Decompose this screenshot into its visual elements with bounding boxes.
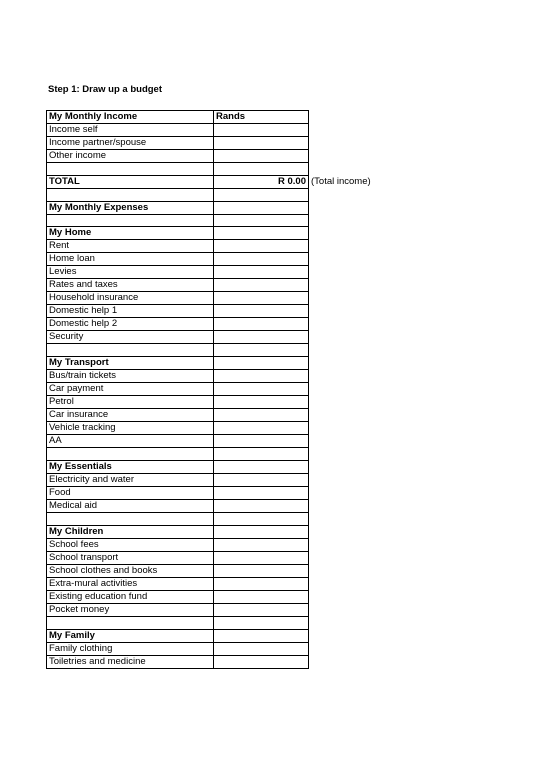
row-label-cell[interactable]: Domestic help 1: [47, 305, 214, 318]
row-label-cell[interactable]: My Home: [47, 227, 214, 240]
table-row: [47, 227, 309, 240]
row-label-cell[interactable]: Household insurance: [47, 292, 214, 305]
table-row: [47, 590, 309, 603]
amount-value: Rands: [216, 111, 246, 122]
table-row: [47, 240, 309, 253]
row-amount-cell[interactable]: [214, 357, 309, 370]
table-row: [47, 435, 309, 448]
row-label-cell[interactable]: My Children: [47, 525, 214, 538]
table-row: [47, 564, 309, 577]
row-label-cell[interactable]: [47, 512, 214, 525]
row-label-cell[interactable]: Toiletries and medicine: [47, 655, 214, 668]
row-amount-cell[interactable]: [214, 331, 309, 344]
table-row: [47, 305, 309, 318]
table-row: [47, 253, 309, 266]
row-amount-cell[interactable]: [214, 240, 309, 253]
row-amount-cell[interactable]: [214, 629, 309, 642]
row-amount-cell[interactable]: [214, 344, 309, 357]
row-label-cell[interactable]: My Monthly Income: [47, 111, 214, 124]
row-label-cell[interactable]: TOTAL: [47, 175, 214, 188]
row-label-cell[interactable]: Pocket money: [47, 603, 214, 616]
table-row: [47, 525, 309, 538]
row-label-cell[interactable]: My Essentials: [47, 460, 214, 473]
row-label-cell[interactable]: My Monthly Expenses: [47, 201, 214, 214]
row-label-cell[interactable]: Electricity and water: [47, 473, 214, 486]
row-amount-cell[interactable]: [214, 642, 309, 655]
table-row: [47, 577, 309, 590]
row-label-cell[interactable]: [47, 188, 214, 201]
row-amount-cell[interactable]: [214, 396, 309, 409]
row-label-cell[interactable]: Income partner/spouse: [47, 137, 214, 150]
table-row: [47, 279, 309, 292]
row-amount-cell[interactable]: [214, 564, 309, 577]
row-label-cell[interactable]: My Family: [47, 629, 214, 642]
table-row: [47, 473, 309, 486]
row-amount-cell[interactable]: [214, 318, 309, 331]
table-row: [47, 422, 309, 435]
table-row: [47, 150, 309, 163]
table-row: [47, 603, 309, 616]
row-label-cell[interactable]: [47, 214, 214, 227]
row-label-cell[interactable]: Other income: [47, 150, 214, 163]
table-row: [47, 499, 309, 512]
table-row: [47, 124, 309, 137]
table-row-blank: [47, 188, 309, 201]
row-label-cell[interactable]: Food: [47, 486, 214, 499]
row-amount-cell[interactable]: [214, 137, 309, 150]
row-label-cell[interactable]: [47, 616, 214, 629]
row-amount-cell[interactable]: [214, 538, 309, 551]
row-amount-cell[interactable]: [214, 292, 309, 305]
row-label-cell[interactable]: Family clothing: [47, 642, 214, 655]
row-amount-cell[interactable]: [214, 370, 309, 383]
row-amount-cell[interactable]: [214, 590, 309, 603]
row-label-cell[interactable]: [47, 163, 214, 176]
row-label-cell[interactable]: Rent: [47, 240, 214, 253]
row-amount-cell[interactable]: [214, 266, 309, 279]
table-row-blank: [47, 616, 309, 629]
row-label-cell[interactable]: Bus/train tickets: [47, 370, 214, 383]
row-label-cell[interactable]: Security: [47, 331, 214, 344]
row-label-cell[interactable]: [47, 344, 214, 357]
table-row-blank: [47, 448, 309, 461]
table-row: [47, 331, 309, 344]
row-amount-cell[interactable]: [214, 305, 309, 318]
row-label-cell[interactable]: Rates and taxes: [47, 279, 214, 292]
table-row-blank: [47, 163, 309, 176]
table-row: [47, 460, 309, 473]
table-row-blank: [47, 344, 309, 357]
table-row: [47, 383, 309, 396]
table-row-blank: [47, 512, 309, 525]
row-amount-cell[interactable]: [214, 473, 309, 486]
row-label-cell[interactable]: School clothes and books: [47, 564, 214, 577]
row-amount-cell[interactable]: [214, 253, 309, 266]
row-amount-cell[interactable]: [214, 383, 309, 396]
row-amount-cell[interactable]: [214, 512, 309, 525]
table-row: [47, 266, 309, 279]
table-row: [47, 642, 309, 655]
row-amount-cell[interactable]: [214, 448, 309, 461]
row-label-cell[interactable]: Extra-mural activities: [47, 577, 214, 590]
row-amount-cell[interactable]: [214, 175, 371, 188]
page-title: Step 1: Draw up a budget: [48, 84, 163, 95]
row-amount-cell[interactable]: [214, 603, 309, 616]
row-label-cell[interactable]: Petrol: [47, 396, 214, 409]
row-amount-cell[interactable]: [214, 111, 309, 124]
row-amount-cell[interactable]: [214, 214, 309, 227]
table-row: [47, 357, 309, 370]
total-note: (Total income): [311, 175, 371, 187]
row-amount-cell[interactable]: [214, 577, 309, 590]
row-label-cell[interactable]: Existing education fund: [47, 590, 214, 603]
row-label-cell[interactable]: Home loan: [47, 253, 214, 266]
row-label-cell[interactable]: Domestic help 2: [47, 318, 214, 331]
row-amount-cell[interactable]: [214, 499, 309, 512]
table-row: [47, 292, 309, 305]
row-amount-cell[interactable]: [214, 150, 309, 163]
row-amount-cell[interactable]: [214, 279, 309, 292]
row-amount-cell[interactable]: [214, 124, 309, 137]
row-amount-cell[interactable]: [214, 616, 309, 629]
row-label-cell[interactable]: Vehicle tracking: [47, 422, 214, 435]
table-row: [47, 137, 309, 150]
amount-value: R 0.00: [278, 175, 306, 187]
table-row: [47, 111, 309, 124]
table-row: [47, 538, 309, 551]
row-label-cell[interactable]: Medical aid: [47, 499, 214, 512]
row-amount-cell[interactable]: [214, 525, 309, 538]
budget-table: [46, 110, 371, 669]
row-amount-cell[interactable]: [214, 188, 309, 201]
table-row: [47, 486, 309, 499]
table-row: [47, 370, 309, 383]
row-amount-cell[interactable]: [214, 201, 309, 214]
row-amount-cell[interactable]: [214, 655, 309, 668]
row-label-cell[interactable]: Car insurance: [47, 409, 214, 422]
budget-table-body: [47, 111, 371, 669]
table-row: [47, 629, 309, 642]
row-amount-cell[interactable]: [214, 551, 309, 564]
row-amount-cell[interactable]: [214, 422, 309, 435]
row-label-cell[interactable]: School fees: [47, 538, 214, 551]
row-amount-cell[interactable]: [214, 163, 309, 176]
row-label-cell[interactable]: AA: [47, 435, 214, 448]
row-amount-cell[interactable]: [214, 227, 309, 240]
row-label-cell[interactable]: School transport: [47, 551, 214, 564]
table-row: [47, 201, 309, 214]
row-label-cell[interactable]: Car payment: [47, 383, 214, 396]
row-amount-cell[interactable]: [214, 460, 309, 473]
table-row: [47, 409, 309, 422]
table-row: [47, 551, 309, 564]
table-row: [47, 396, 309, 409]
row-label-cell[interactable]: My Transport: [47, 357, 214, 370]
table-row: [47, 175, 309, 188]
row-amount-cell[interactable]: [214, 409, 309, 422]
row-amount-cell[interactable]: [214, 486, 309, 499]
row-label-cell[interactable]: [47, 448, 214, 461]
row-label-cell[interactable]: Levies: [47, 266, 214, 279]
table-row-blank: [47, 214, 309, 227]
row-amount-cell[interactable]: [214, 435, 309, 448]
row-label-cell[interactable]: Income self: [47, 124, 214, 137]
table-row: [47, 655, 309, 668]
table-row: [47, 318, 309, 331]
